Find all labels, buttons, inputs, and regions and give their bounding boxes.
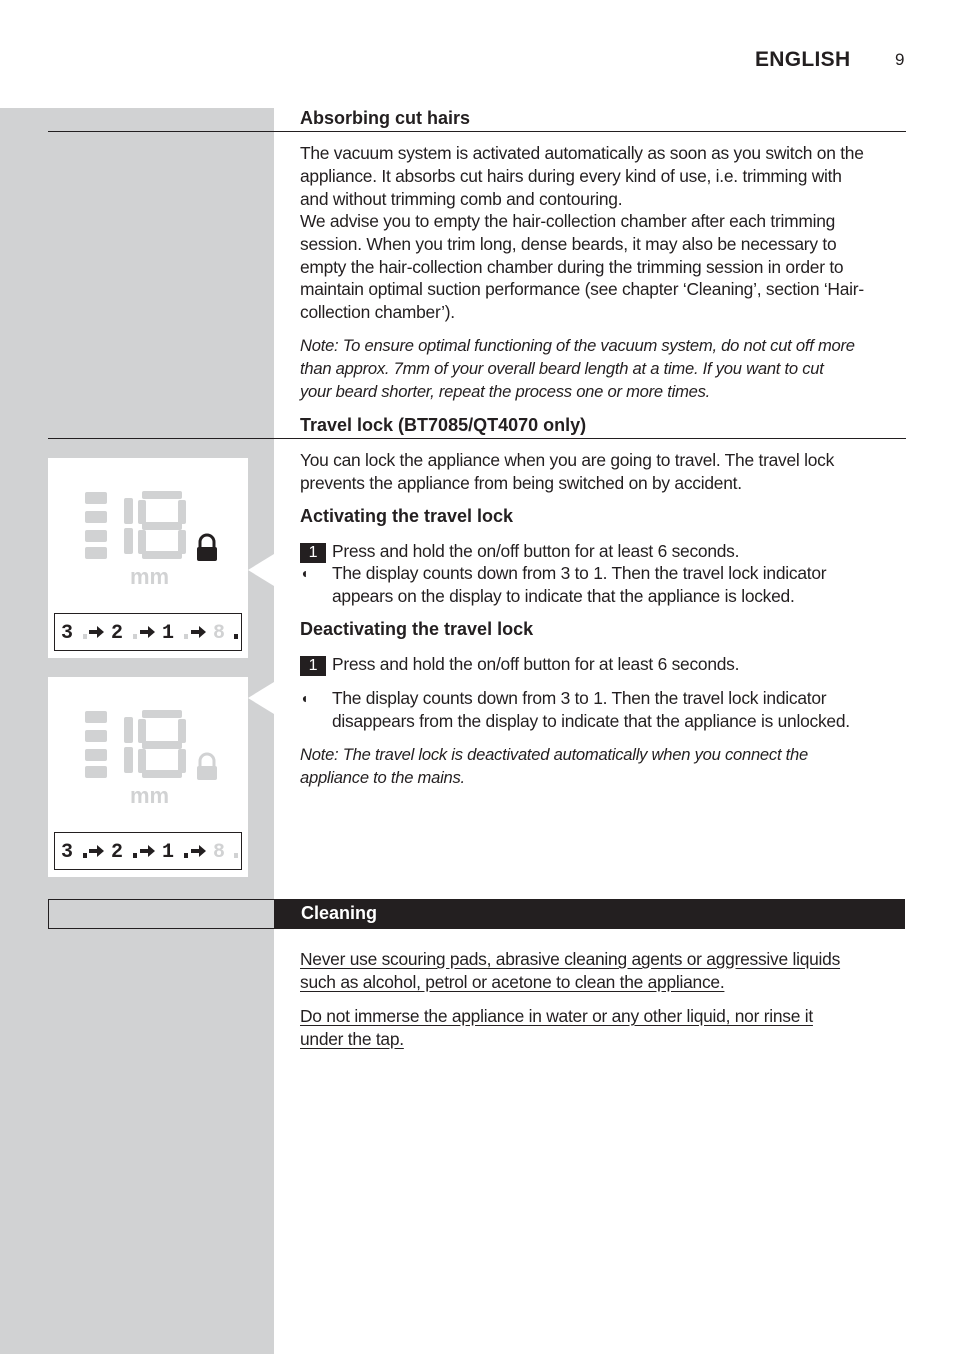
svg-text:1: 1 (162, 622, 175, 645)
page-number: 9 (895, 50, 905, 69)
countdown-strip (54, 613, 242, 651)
step-number-badge: 1 (300, 656, 326, 676)
svg-text:3: 3 (61, 622, 74, 645)
padlock-icon (197, 535, 217, 561)
absorbing-note: Note: To ensure optimal functioning of the vacuum system, do not cut off more than approx. 7mm of your overall beard length at a time. If you want to cut your beard shorter, repeat the process one or more times. (300, 336, 855, 401)
deactivating-step-1 (300, 653, 906, 676)
figure-display-unlocked (48, 677, 248, 877)
absorbing-paragraph-2: We advise you to empty the hair-collection chamber after each trimming session. When you trim long, dense beards, it may also be necessary to empty the hair-collection chamber during the trimming session in order to maintain optimal suction performance (see chapter ‘Cleaning’, section ‘Hair- collection chamber’). (300, 211, 864, 323)
figure-display-locked (48, 458, 248, 658)
header-language: ENGLISH (755, 48, 851, 71)
deactivating-result: ◖ The display counts down from 3 to 1. Then the travel lock indicator disappears from the display to indicate that the appliance is unlocked. (300, 688, 850, 731)
figure-pointer (248, 682, 274, 714)
section-bar-cleaning (48, 899, 905, 929)
subsection-title-activating: Activating the travel lock (300, 506, 514, 526)
svg-text:8: 8 (213, 841, 226, 864)
svg-text:3: 3 (61, 841, 74, 864)
section-title-absorbing: Absorbing cut hairs (300, 108, 471, 128)
arrow-right-icon (89, 626, 206, 638)
section-rule (48, 438, 906, 439)
svg-text:mm: mm (130, 564, 170, 589)
cleaning-warning-1: Never use scouring pads, abrasive cleaning agents or aggressive liquids such as alcohol, petrol or acetone to clean the appliance. (300, 949, 841, 992)
section-title-cleaning: Cleaning (301, 903, 378, 923)
padlock-icon (234, 634, 238, 639)
padlock-icon (197, 754, 217, 780)
step-text: Press and hold the on/off button for at least 6 seconds. (332, 541, 740, 561)
travel-lock-intro: You can lock the appliance when you are going to travel. The travel lock prevents the appliance from being switched on by accident. (300, 450, 835, 493)
step-text: Press and hold the on/off button for at least 6 seconds. (332, 654, 740, 674)
padlock-icon (234, 853, 238, 858)
step-number-badge: 1 (300, 543, 326, 563)
absorbing-paragraph-1: The vacuum system is activated automatically as soon as you switch on the appliance. It absorbs cut hairs during every kind of use, i.e. trimming with and without trimming comb and contouring. (300, 143, 864, 209)
display-illustration (48, 677, 248, 827)
svg-text:mm: mm (130, 783, 170, 808)
bullet-arrow-icon: ◖ (300, 690, 309, 706)
figure-pointer (248, 554, 274, 586)
svg-text:2: 2 (111, 622, 124, 645)
section-rule (48, 131, 906, 132)
arrow-right-icon (89, 845, 206, 857)
svg-text:8: 8 (213, 622, 226, 645)
section-title-travel-lock: Travel lock (BT7085/QT4070 only) (300, 415, 587, 435)
svg-text:2: 2 (111, 841, 124, 864)
subsection-title-deactivating: Deactivating the travel lock (300, 619, 534, 639)
bullet-arrow-icon: ◖ (300, 565, 309, 581)
activating-step-1 (300, 540, 906, 563)
activating-result: ◖ The display counts down from 3 to 1. Then the travel lock indicator appears on the display to indicate that the appliance is locked. (300, 563, 827, 606)
display-illustration (48, 458, 248, 608)
svg-text:1: 1 (162, 841, 175, 864)
countdown-strip (54, 832, 242, 870)
travel-lock-note: Note: The travel lock is deactivated automatically when you connect the appliance to the mains. (300, 745, 808, 787)
cleaning-warning-2: Do not immerse the appliance in water or any other liquid, nor rinse it under the tap. (300, 1006, 813, 1049)
